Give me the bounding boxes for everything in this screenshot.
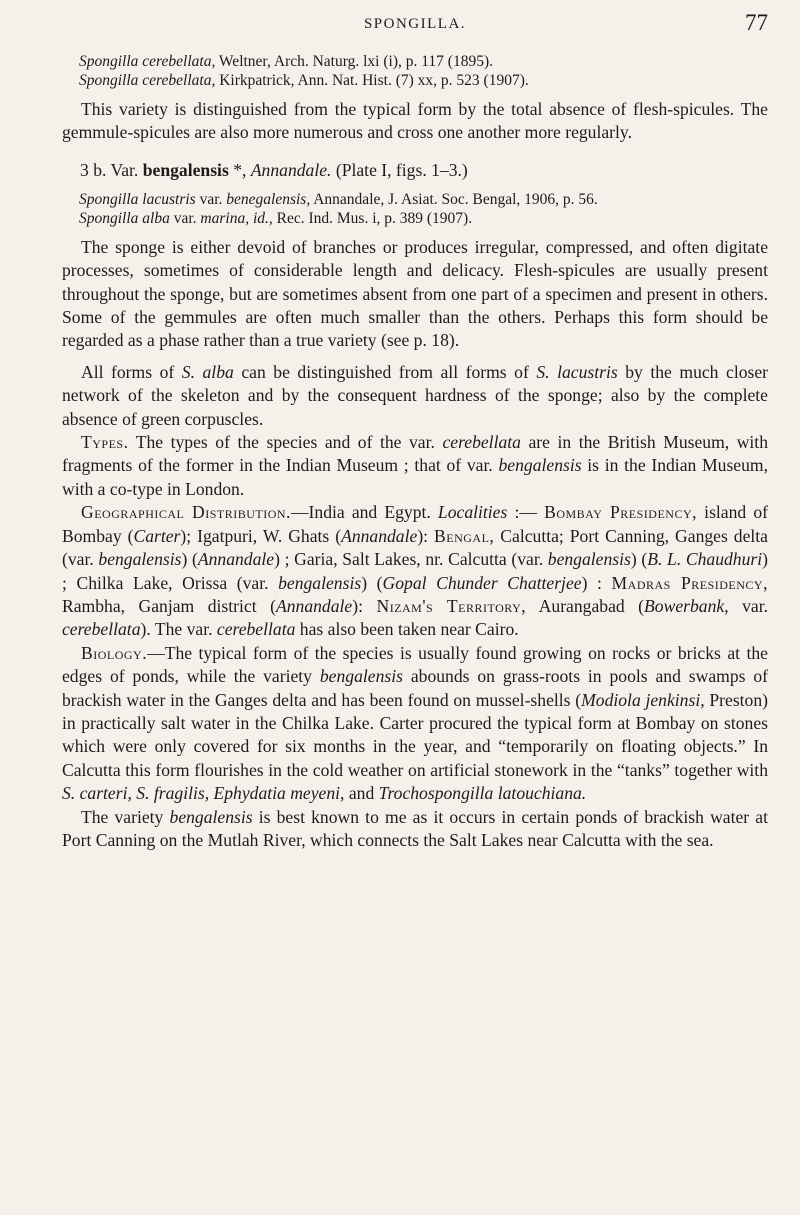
text-run: The types of the species and of the var. bbox=[128, 432, 443, 453]
taxon-name: bengalensis bbox=[319, 666, 403, 687]
section-number: 3 b. bbox=[80, 159, 107, 180]
paragraph-forms bbox=[62, 361, 768, 431]
text-run: ) ( bbox=[630, 549, 648, 570]
taxon-name: Spongilla cerebellata, bbox=[79, 53, 216, 70]
text-run: ); Igatpuri, W. Ghats ( bbox=[180, 525, 342, 546]
collector-name: Annandale bbox=[341, 525, 418, 546]
taxon-name: bengalensis bbox=[547, 549, 631, 570]
taxon-name: bengalensis bbox=[498, 455, 582, 476]
paragraph-geographical-distribution bbox=[62, 501, 768, 641]
paragraph-sponge-description: The sponge is either devoid of branches or produces irregular, compressed, and often digitate processes, sometimes of considerable length and delicacy. Flesh-spicules are usually present throughout the sponge, but are sometimes absent from one part of a specimen and present in others. Some of the gemmules are often much smaller than the others. Perhaps this form should be regarded as a phase rather than a true variety (see p. 18). bbox=[62, 236, 768, 351]
synonymy-reference bbox=[62, 71, 768, 90]
running-head: SPONGILLA. bbox=[363, 16, 467, 32]
taxon-name: cerebellata bbox=[62, 619, 141, 640]
run-in-heading: Types. bbox=[81, 432, 129, 453]
text-run: Calcutta; Port Canning, Ganges delta (var. bbox=[62, 525, 768, 570]
paragraph-biology bbox=[62, 642, 768, 806]
region-name: Bengal, bbox=[434, 525, 495, 546]
page bbox=[62, 0, 768, 852]
taxon-name: S. alba bbox=[181, 361, 234, 382]
localities-label: Localities bbox=[437, 502, 508, 523]
citation: var. bbox=[169, 209, 201, 227]
taxon-name: bengalensis bbox=[278, 572, 362, 593]
text-run: Preston) in practically salt water in the Chilka Lake. Carter procured the typical form at Bombay on stones which were only covered for six months in the year, and “temporarily on floating objects.” In Calcutta this form flourishes in the cold weather on artificial stonework in the “tanks” together with bbox=[62, 689, 769, 780]
collector-name: Carter bbox=[133, 525, 181, 546]
text-run: is in the Indian Museum, with a co-type in London. bbox=[62, 455, 768, 499]
taxon-name: benegalensis, bbox=[226, 190, 311, 208]
text-run: ) ( bbox=[361, 572, 383, 593]
text-run: Rambha, Ganjam district ( bbox=[62, 595, 276, 616]
text-run: ): bbox=[417, 525, 435, 546]
taxon-name: Modiola jenkinsi, bbox=[581, 689, 705, 710]
collector-name: B. L. Chaudhuri bbox=[647, 549, 763, 570]
taxon-name: Trochospongilla latouchiana. bbox=[378, 783, 587, 804]
run-in-heading: Geographical Distribution. bbox=[81, 502, 291, 523]
text-run: The variety bbox=[81, 806, 170, 827]
text-run: ) ( bbox=[181, 549, 198, 570]
text-run: abounds on grass-roots in pools and swamps of brackish water in the Ganges delta and has been found on mussel-shells ( bbox=[62, 666, 769, 710]
section-marker: *, bbox=[233, 159, 247, 180]
taxon-name: S. carteri, S. fragilis, Ephydatia meyeni, bbox=[62, 783, 345, 804]
citation: Rec. Ind. Mus. i, p. 389 (1907). bbox=[272, 209, 473, 227]
taxon-name: Spongilla cerebellata, bbox=[79, 72, 216, 89]
synonymy-reference bbox=[62, 209, 768, 228]
text-run: has also been taken near Cairo. bbox=[295, 619, 519, 640]
text-run: —India and Egypt. bbox=[290, 502, 438, 523]
text-run: can be distinguished from all forms of bbox=[233, 361, 537, 382]
taxon-name: Spongilla lacustris bbox=[79, 190, 196, 208]
text-run: island of Bombay ( bbox=[62, 502, 768, 546]
taxon-name: bengalensis bbox=[98, 549, 182, 570]
taxon-name: Spongilla alba bbox=[79, 209, 170, 227]
plate-reference: (Plate I, figs. 1–3.) bbox=[335, 159, 468, 180]
region-name: Nizam's Territory, bbox=[376, 595, 527, 616]
region-name: Madras Presidency, bbox=[611, 572, 768, 593]
page-number: 77 bbox=[745, 10, 768, 35]
text-run: and bbox=[344, 783, 379, 804]
paragraph-types bbox=[62, 431, 768, 501]
text-run: ). The var. bbox=[140, 619, 217, 640]
taxon-name: cerebellata bbox=[442, 432, 521, 453]
collector-name: Annandale bbox=[275, 595, 353, 616]
text-run: , var. bbox=[724, 595, 768, 616]
text-run: :— bbox=[507, 502, 545, 523]
region-name: Bombay Presidency, bbox=[544, 502, 698, 523]
citation: Annandale, J. Asiat. Soc. Bengal, 1906, p. 56. bbox=[310, 190, 598, 208]
text-run: ) : bbox=[581, 572, 612, 593]
section-label: Var. bbox=[110, 159, 139, 180]
taxon-name: marina, id., bbox=[200, 209, 273, 227]
section-author: Annandale. bbox=[250, 159, 332, 180]
collector-name: Annandale bbox=[197, 549, 275, 570]
page-header bbox=[62, 0, 768, 40]
synonymy-reference bbox=[62, 52, 768, 71]
text-run: is best known to me as it occurs in certain ponds of brackish water at Port Canning on the Mutlah River, which connects the Salt Lakes near Calcutta with the sea. bbox=[62, 806, 769, 850]
citation: var. bbox=[195, 190, 227, 208]
taxon-name: bengalensis bbox=[169, 806, 253, 827]
collector-name: Bowerbank bbox=[644, 595, 725, 616]
text-run: ): bbox=[352, 595, 377, 616]
synonymy-reference bbox=[62, 190, 768, 209]
paragraph-variety-occurrence bbox=[62, 806, 768, 853]
paragraph-variety-description: This variety is distinguished from the typical form by the total absence of flesh-spicules. The gemmule-spicules are also more numerous and cross one another more regularly. bbox=[62, 99, 768, 143]
run-in-heading: Biology. bbox=[81, 642, 148, 663]
section-heading bbox=[62, 158, 768, 182]
text-run: —The typical form of the species is usually found growing on rocks or bricks at the edges of ponds, while the variety bbox=[62, 642, 768, 687]
citation: Weltner, Arch. Naturg. lxi (i), p. 117 (1895). bbox=[215, 53, 493, 70]
taxon-name: S. lacustris bbox=[536, 361, 618, 382]
variety-name: bengalensis bbox=[142, 159, 229, 180]
text-run: ) ; Chilka Lake, Orissa (var. bbox=[62, 549, 768, 593]
taxon-name: cerebellata bbox=[216, 619, 296, 640]
text-run: ) ; Garia, Salt Lakes, nr. Calcutta (var. bbox=[274, 549, 548, 570]
text-run: by the much closer network of the skeleton and by the consequent hardness of the sponge; also by the complete absence of green corpuscles. bbox=[62, 361, 769, 429]
citation: Kirkpatrick, Ann. Nat. Hist. (7) xx, p. 523 (1907). bbox=[215, 72, 529, 89]
text-run: All forms of bbox=[81, 361, 182, 382]
collector-name: Gopal Chunder Chatterjee bbox=[382, 572, 582, 593]
text-run: are in the British Museum, with fragments of the former in the Indian Museum ; that of var. bbox=[62, 432, 768, 476]
text-run: Aurangabad ( bbox=[526, 595, 645, 616]
